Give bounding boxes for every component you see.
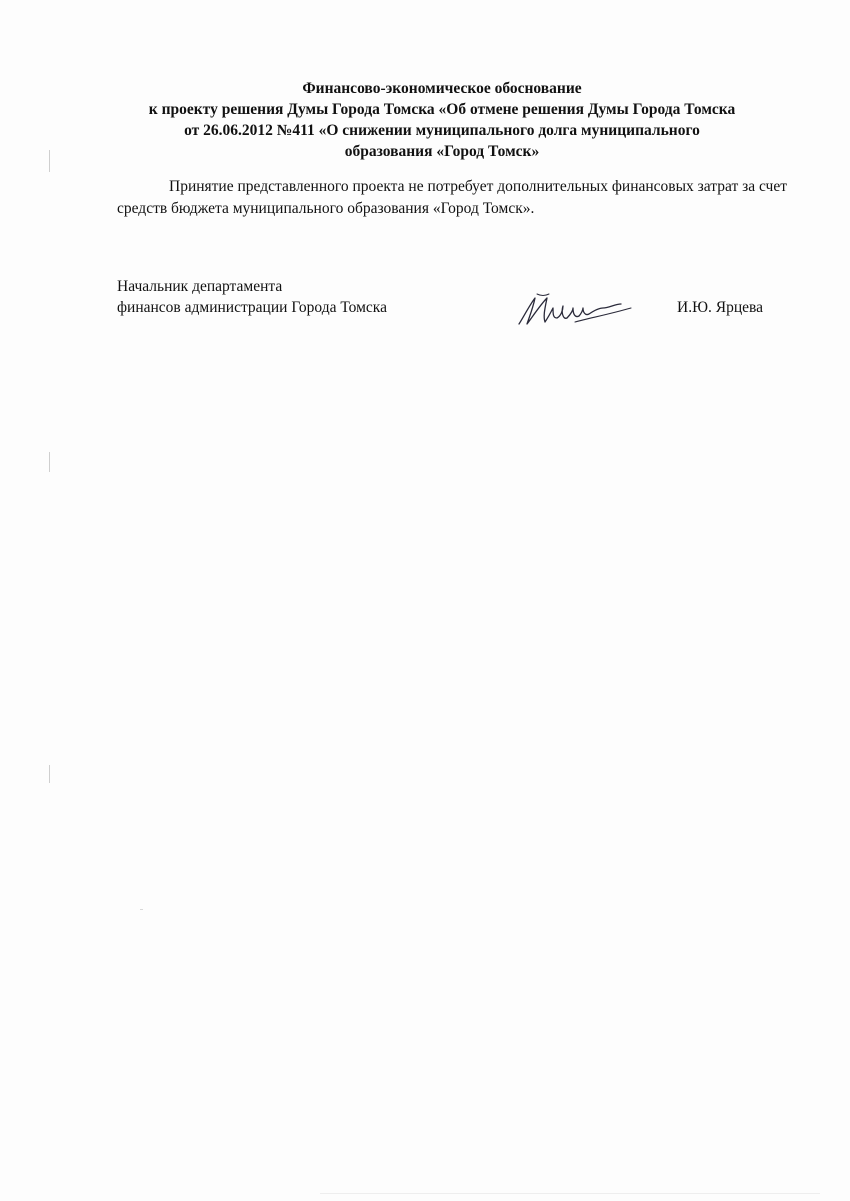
title-line-4: образования «Город Томск» — [344, 143, 540, 160]
scan-artifact — [49, 765, 50, 783]
title-line-3: от 26.06.2012 №411 «О снижении муниципального долга муниципального — [184, 122, 700, 139]
scan-artifact — [140, 909, 143, 910]
document-title — [100, 78, 784, 162]
handwritten-signature — [515, 288, 635, 332]
signatory-position-line-2: финансов администрации Города Томска — [117, 299, 387, 316]
signatory-position-line-1: Начальник департамента — [117, 278, 283, 295]
signatory-name: И.Ю. Ярцева — [677, 299, 764, 316]
scan-artifact — [49, 452, 50, 472]
title-line-1: Финансово-экономическое обоснование — [302, 80, 582, 97]
title-line-2: к проекту решения Думы Города Томска «Об отмене решения Думы Города Томска — [148, 101, 736, 118]
scan-artifact — [320, 1193, 820, 1194]
scan-artifact — [49, 150, 50, 172]
body-paragraph: Принятие представленного проекта не потребует дополнительных финансовых затрат за счет средств бюджета муниципального образования «Город Томск». — [117, 178, 787, 217]
signatory-position — [117, 276, 387, 318]
